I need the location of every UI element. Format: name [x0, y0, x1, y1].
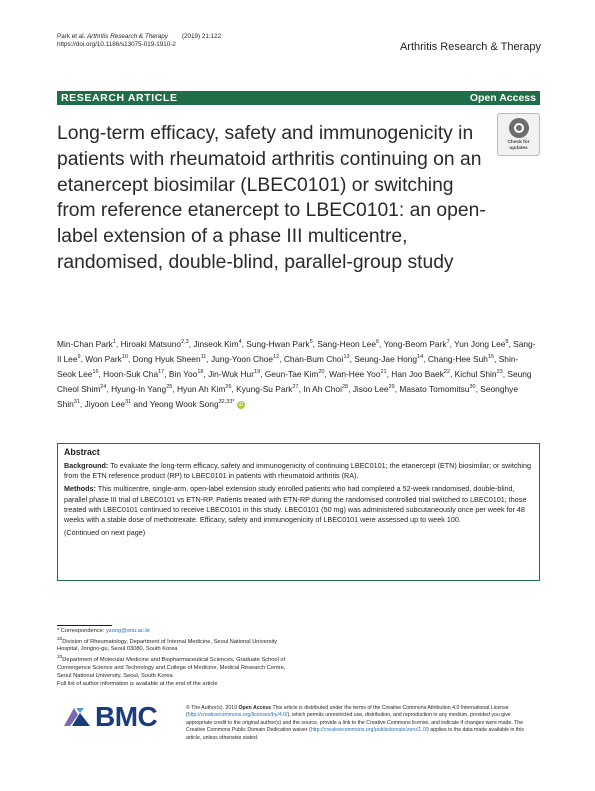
author-affiliation-sup: 1: [112, 339, 116, 345]
author-affiliation-sup: 9: [77, 354, 81, 360]
author-affiliation-sup: 12: [273, 354, 280, 360]
correspondence-email[interactable]: ysong@snu.ac.kr: [106, 628, 151, 634]
author-affiliation-sup: 25: [166, 384, 173, 390]
license-part-2: This article is distributed under the terms of the Creative Commons Attribution 4.0 International License (: [186, 705, 509, 719]
author-affiliation-sup: 28: [341, 384, 349, 390]
header-journal: Arthritis Research & Therapy: [87, 33, 168, 40]
author-affiliation-sup: 26: [225, 384, 232, 390]
author-name: Wan-Hee Yoo$^{21}$: [329, 368, 387, 379]
methods-text: This multicentre, single-arm, open-label extension study enrolled patients who had completed a 52-week randomised, double-blind, parallel phase III trial of LBEC0101 vs ETN-RP. Patients treated with ETN-RP during the randomised controlled trial switched to LBEC0101; those treated with LBEC0101 continued to receive LBEC0101 in this study. LBEC0101 (50 mg) was administered subcutaneously once per week for 48 weeks with a stable dose of methotrexate. Efficacy, safety and immunogenicity of LBEC0101 were assessed up to week 100.: [64, 484, 527, 525]
author-name: Chang-Hee Suh$^{15}$: [427, 353, 495, 364]
author-affiliation-sup: 16: [92, 369, 99, 375]
aff33-sup: 33: [57, 655, 63, 661]
author-name: Dong Hyuk Sheen$^{11}$: [132, 353, 207, 364]
author-affiliation-sup: 24: [100, 384, 107, 390]
author-affiliation-sup: 14: [417, 354, 424, 360]
author-name: Hyun Ah Kim$^{26}$: [176, 383, 232, 394]
check-for-updates-badge[interactable]: [497, 113, 540, 156]
author-name: Kyung-Su Park$^{27}$: [236, 383, 299, 394]
author-name: Masato Tomomitsu$^{30}$: [399, 383, 476, 394]
abstract-background: [64, 461, 534, 481]
abstract-box: [57, 443, 540, 581]
authors-and: and: [133, 398, 148, 409]
author-name: Bin Yoo$^{18}$: [168, 368, 204, 379]
header-doi[interactable]: https://doi.org/10.1186/s13075-019-1910-2: [57, 41, 176, 48]
license-part-3: ), which permits unrestricted use, distribution, and reproduction in any medium, provided you give appropriate credit to the original author(s) and the source, provide a link to the Creative Commons license, and indicate if changes were made. The Creative Commons Public Domain Dedication waiver (: [186, 712, 523, 734]
methods-label: Methods:: [64, 484, 96, 494]
header-year-volume: (2019) 21:122: [181, 33, 222, 40]
author-name: Sang-Heon Lee$^6$: [317, 338, 380, 349]
author-affiliation-sup: 17: [158, 369, 165, 375]
badge-line-1: Check for: [507, 140, 530, 145]
full-list-note: Full list of author information is available at the end of the article: [57, 680, 218, 687]
author-name: Geun-Tae Kim$^{20}$: [264, 368, 325, 379]
correspondence-label: * Correspondence:: [57, 628, 105, 634]
author-name: Won Park$^{10}$: [85, 353, 128, 364]
author-affiliation-sup: 21: [380, 369, 387, 375]
open-access-label: Open Access: [469, 92, 536, 104]
footnotes: [57, 628, 293, 688]
author-name: Hoon-Suk Cha$^{17}$: [103, 368, 165, 379]
aff32-sup: 32: [57, 636, 63, 642]
author-list: Min-Chan Park$^1$, Hiroaki Matsuno$^{2,3}$, Jinseok Kim$^4$, Sung-Hwan Park$^5$, Sang-Heon Lee$^6$, Yong-Beom Park$^7$, Yun Jong Lee$^8$, Sang-Il Lee$^9$, Won Park$^{10}$, Dong Hyuk Sheen$^{11}$, Jung-Yoon Choe$^{12}$, Chan-Bum Choi$^{13}$, Seung-Jae Hong$^{14}$, Chang-Hee Suh$^{15}$, Shin-Seok Lee$^{16}$, Hoon-Suk Cha$^{17}$, Bin Yoo$^{18}$, Jin-Wuk Hur$^{19}$, Geun-Tae Kim$^{20}$, Wan-Hee Yoo$^{21}$, Han Joo Baek$^{22}$, Kichul Shin$^{23}$, Seung Cheol Shim$^{24}$, Hyung-In Yang$^{25}$, Hyun Ah Kim$^{26}$, Kyung-Su Park$^{27}$, In Ah Choi$^{28}$, Jisoo Lee$^{29}$, Masato Tomomitsu$^{30}$, Seonghye Shin$^{31}$, Jiyoon Lee$^{31}$ and Yeong Wook Song$^{32,33*}$ iD: [57, 338, 536, 409]
license-text: [186, 705, 536, 742]
author-name: Seung Cheol Shim$^{24}$: [57, 368, 532, 394]
footnote-rule: [57, 625, 112, 626]
author-name: Yong-Beom Park$^7$: [383, 338, 450, 349]
affiliation-32: Division of Rheumatology, Department of Internal Medicine, Seoul National University Hospital, Jongno-gu, Seoul 03080, South Korea: [57, 638, 278, 653]
license-url-2[interactable]: http://creativecommons.org/publicdomain/zero/1.0/: [310, 727, 428, 734]
author-name: Sung-Hwan Park$^5$: [246, 338, 313, 349]
author-affiliation-sup: 19: [254, 369, 261, 375]
author-name: Seung-Jae Hong$^{14}$: [354, 353, 424, 364]
author-name: Jinseok Kim$^4$: [193, 338, 242, 349]
author-name: Jisoo Lee$^{29}$: [352, 383, 395, 394]
author-name: Jiyoon Lee$^{31}$: [84, 398, 132, 409]
author-affiliation-sup: 15: [487, 354, 495, 360]
author-name: Hiroaki Matsuno$^{2,3}$: [120, 338, 189, 349]
bmc-wordmark: BMC: [95, 701, 158, 732]
author-affiliation-sup: 13: [343, 354, 350, 360]
license-open-access: Open Access: [238, 705, 272, 711]
journal-name: Arthritis Research & Therapy: [399, 41, 541, 53]
author-affiliation-sup: 32,33*: [218, 399, 235, 405]
license-url-1[interactable]: http://creativecommons.org/licenses/by/4.0/: [187, 712, 288, 719]
research-article-label: RESEARCH ARTICLE: [61, 92, 178, 104]
author-name: In Ah Choi$^{28}$: [303, 383, 349, 394]
crossmark-icon: [509, 118, 529, 138]
license-copyright: © The Author(s). 2019: [186, 705, 239, 711]
corresponding-author-name: Yeong Wook Song$^{32,33*}$: [149, 398, 235, 409]
author-affiliation-sup: 6: [375, 339, 380, 345]
background-label: Background:: [64, 461, 109, 470]
author-affiliation-sup: 8: [505, 339, 509, 345]
author-affiliation-sup: 29: [388, 384, 395, 390]
author-name: Min-Chan Park$^1$: [57, 338, 116, 349]
author-affiliation-sup: 18: [197, 369, 204, 375]
license-part-4: ) applies to the data made available in this article, unless otherwise stated.: [186, 727, 524, 741]
author-affiliation-sup: 2,3: [181, 339, 189, 345]
affiliation-33: Department of Molecular Medicine and Biopharmaceutical Sciences, Graduate School of Convergence Science and Technology and College of Medicine, Medical Research Centre, Seoul National University, Seoul, South Korea: [57, 657, 286, 679]
author-name: Seonghye Shin$^{31}$: [57, 383, 519, 409]
author-name: Yun Jong Lee$^8$: [454, 338, 509, 349]
badge-line-2: updates: [509, 145, 528, 151]
author-affiliation-sup: 20: [318, 369, 325, 375]
author-affiliation-sup: 30: [469, 384, 476, 390]
continued-note: (Continued on next page): [64, 528, 146, 538]
article-title: Long-term efficacy, safety and immunogenicity in patients with rheumatoid arthritis continuing on an etanercept biosimilar (LBEC0101) or switching from reference etanercept to LBEC0101: an open-label extension of a phase III multicentre, randomised, double-blind, parallel-group study: [57, 123, 486, 273]
author-affiliation-sup: 10: [121, 354, 128, 360]
running-header: [57, 33, 221, 49]
bmc-mark-icon: [62, 702, 92, 732]
header-authors: Park et al.: [57, 33, 86, 40]
author-name: Hyung-In Yang$^{25}$: [111, 383, 173, 394]
abstract-heading: Abstract: [64, 447, 100, 457]
author-affiliation-sup: 4: [238, 339, 242, 345]
author-affiliation-sup: 31: [125, 399, 132, 405]
author-name: Han Joo Baek$^{22}$: [391, 368, 451, 379]
author-name: Shin-Seok Lee$^{16}$: [57, 353, 519, 379]
bmc-logo: [62, 702, 172, 732]
author-name: Chan-Bum Choi$^{13}$: [283, 353, 350, 364]
author-affiliation-sup: 27: [292, 384, 299, 390]
orcid-icon[interactable]: iD: [238, 401, 244, 408]
author-affiliation-sup: 5: [309, 339, 313, 345]
author-name: Jin-Wuk Hur$^{19}$: [208, 368, 261, 379]
author-affiliation-sup: 23: [496, 369, 503, 375]
article-type-banner: [57, 91, 540, 105]
author-affiliation-sup: 31: [73, 399, 80, 405]
author-name: Kichul Shin$^{23}$: [454, 368, 503, 379]
background-text: To evaluate the long-term efficacy, safety and immunogenicity of continuing LBEC0101; the etanercept (ETN) biosimilar; or switching from the ETN reference product (RP) to LBEC0101 in patients with rheumatoid arthritis (RA).: [64, 461, 532, 481]
author-name: Sang-Il Lee$^9$: [57, 338, 536, 364]
abstract-methods: [64, 484, 534, 525]
author-affiliation-sup: 22: [443, 369, 451, 375]
author-name: Jung-Yoon Choe$^{12}$: [210, 353, 280, 364]
author-affiliation-sup: 7: [446, 339, 450, 345]
author-affiliation-sup: 11: [200, 354, 207, 360]
